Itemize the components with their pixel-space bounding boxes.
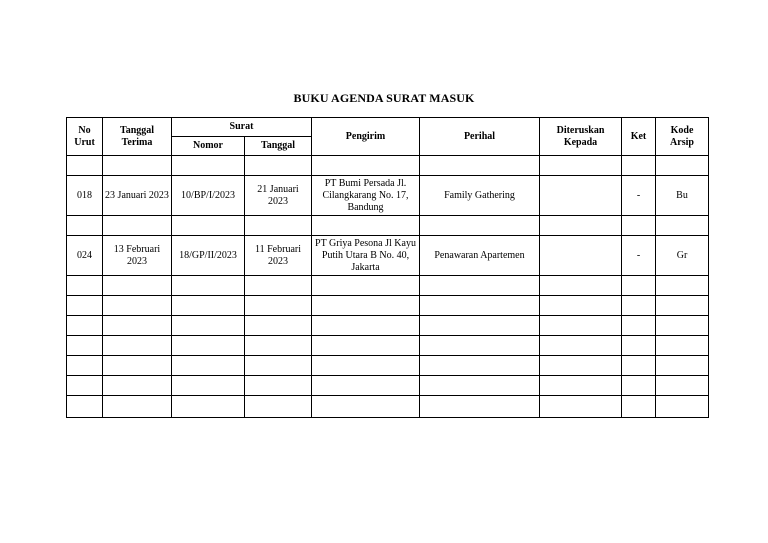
cell-diteruskan-kepada — [540, 336, 622, 356]
cell-tanggal-terima: 13 Februari 2023 — [103, 236, 172, 276]
header-surat: Surat — [172, 118, 312, 137]
cell-kode-arsip: Gr — [656, 236, 709, 276]
cell-tanggal-terima: 23 Januari 2023 — [103, 176, 172, 216]
cell-tanggal-terima — [103, 276, 172, 296]
header-nomor: Nomor — [172, 137, 245, 156]
cell-tanggal — [245, 316, 312, 336]
cell-tanggal: 21 Januari 2023 — [245, 176, 312, 216]
cell-nomor — [172, 376, 245, 396]
cell-tanggal-terima — [103, 396, 172, 418]
cell-ket — [622, 356, 656, 376]
header-diteruskan-kepada: Diteruskan Kepada — [540, 118, 622, 156]
cell-no-urut: 024 — [67, 236, 103, 276]
cell-kode-arsip — [656, 356, 709, 376]
header-perihal: Perihal — [420, 118, 540, 156]
table-row — [67, 356, 709, 376]
cell-nomor — [172, 316, 245, 336]
cell-tanggal-terima — [103, 336, 172, 356]
cell-pengirim — [312, 316, 420, 336]
cell-tanggal — [245, 156, 312, 176]
cell-no-urut: 018 — [67, 176, 103, 216]
cell-tanggal-terima — [103, 356, 172, 376]
cell-diteruskan-kepada — [540, 376, 622, 396]
cell-pengirim — [312, 336, 420, 356]
cell-kode-arsip — [656, 276, 709, 296]
cell-pengirim — [312, 356, 420, 376]
cell-nomor — [172, 396, 245, 418]
cell-ket — [622, 336, 656, 356]
cell-ket — [622, 396, 656, 418]
cell-no-urut — [67, 276, 103, 296]
cell-tanggal — [245, 336, 312, 356]
cell-nomor — [172, 336, 245, 356]
cell-no-urut — [67, 376, 103, 396]
cell-diteruskan-kepada — [540, 236, 622, 276]
cell-kode-arsip — [656, 216, 709, 236]
cell-diteruskan-kepada — [540, 276, 622, 296]
cell-no-urut — [67, 316, 103, 336]
cell-nomor: 18/GP/II/2023 — [172, 236, 245, 276]
cell-diteruskan-kepada — [540, 316, 622, 336]
header-no-urut: No Urut — [67, 118, 103, 156]
cell-perihal: Penawaran Apartemen — [420, 236, 540, 276]
cell-tanggal: 11 Februari 2023 — [245, 236, 312, 276]
table-row — [67, 176, 709, 216]
cell-perihal — [420, 296, 540, 316]
cell-no-urut — [67, 396, 103, 418]
header-ket: Ket — [622, 118, 656, 156]
cell-nomor — [172, 276, 245, 296]
header-tanggal: Tanggal — [245, 137, 312, 156]
cell-tanggal — [245, 276, 312, 296]
table-row — [67, 216, 709, 236]
cell-pengirim — [312, 276, 420, 296]
cell-pengirim — [312, 216, 420, 236]
cell-kode-arsip — [656, 396, 709, 418]
cell-tanggal — [245, 376, 312, 396]
cell-kode-arsip — [656, 296, 709, 316]
cell-pengirim: PT Bumi Persada Jl. Cilangkarang No. 17, Bandung — [312, 176, 420, 216]
cell-tanggal — [245, 216, 312, 236]
cell-tanggal — [245, 356, 312, 376]
cell-ket: - — [622, 176, 656, 216]
cell-perihal — [420, 316, 540, 336]
cell-no-urut — [67, 296, 103, 316]
cell-tanggal — [245, 296, 312, 316]
header-pengirim: Pengirim — [312, 118, 420, 156]
cell-perihal — [420, 276, 540, 296]
table-row — [67, 296, 709, 316]
cell-no-urut — [67, 156, 103, 176]
cell-nomor — [172, 296, 245, 316]
cell-tanggal-terima — [103, 316, 172, 336]
cell-pengirim: PT Griya Pesona Jl Kayu Putih Utara B No. 40, Jakarta — [312, 236, 420, 276]
cell-nomor: 10/BP/I/2023 — [172, 176, 245, 216]
cell-diteruskan-kepada — [540, 156, 622, 176]
cell-pengirim — [312, 296, 420, 316]
table-row — [67, 376, 709, 396]
document-title: BUKU AGENDA SURAT MASUK — [293, 91, 475, 105]
cell-pengirim — [312, 376, 420, 396]
cell-kode-arsip — [656, 336, 709, 356]
table-row — [67, 336, 709, 356]
cell-diteruskan-kepada — [540, 396, 622, 418]
cell-pengirim — [312, 396, 420, 418]
cell-tanggal-terima — [103, 296, 172, 316]
cell-ket — [622, 296, 656, 316]
cell-nomor — [172, 356, 245, 376]
cell-kode-arsip — [656, 156, 709, 176]
cell-ket: - — [622, 236, 656, 276]
cell-tanggal-terima — [103, 156, 172, 176]
cell-no-urut — [67, 216, 103, 236]
cell-perihal — [420, 396, 540, 418]
cell-no-urut — [67, 356, 103, 376]
table-row — [67, 396, 709, 418]
cell-nomor — [172, 216, 245, 236]
header-kode-arsip: Kode Arsip — [656, 118, 709, 156]
cell-kode-arsip — [656, 376, 709, 396]
cell-no-urut — [67, 336, 103, 356]
cell-tanggal-terima — [103, 216, 172, 236]
cell-diteruskan-kepada — [540, 216, 622, 236]
cell-perihal — [420, 216, 540, 236]
table-row — [67, 276, 709, 296]
cell-perihal: Family Gathering — [420, 176, 540, 216]
cell-pengirim — [312, 156, 420, 176]
cell-ket — [622, 316, 656, 336]
cell-perihal — [420, 356, 540, 376]
cell-nomor — [172, 156, 245, 176]
table-row — [67, 236, 709, 276]
cell-diteruskan-kepada — [540, 296, 622, 316]
cell-kode-arsip: Bu — [656, 176, 709, 216]
cell-ket — [622, 276, 656, 296]
cell-perihal — [420, 156, 540, 176]
cell-ket — [622, 216, 656, 236]
cell-kode-arsip — [656, 316, 709, 336]
table-row — [67, 316, 709, 336]
cell-tanggal — [245, 396, 312, 418]
cell-diteruskan-kepada — [540, 176, 622, 216]
header-tanggal-terima: Tanggal Terima — [103, 118, 172, 156]
cell-diteruskan-kepada — [540, 356, 622, 376]
agenda-table — [66, 117, 709, 418]
cell-ket — [622, 156, 656, 176]
cell-perihal — [420, 336, 540, 356]
cell-ket — [622, 376, 656, 396]
cell-perihal — [420, 376, 540, 396]
table-row — [67, 156, 709, 176]
cell-tanggal-terima — [103, 376, 172, 396]
